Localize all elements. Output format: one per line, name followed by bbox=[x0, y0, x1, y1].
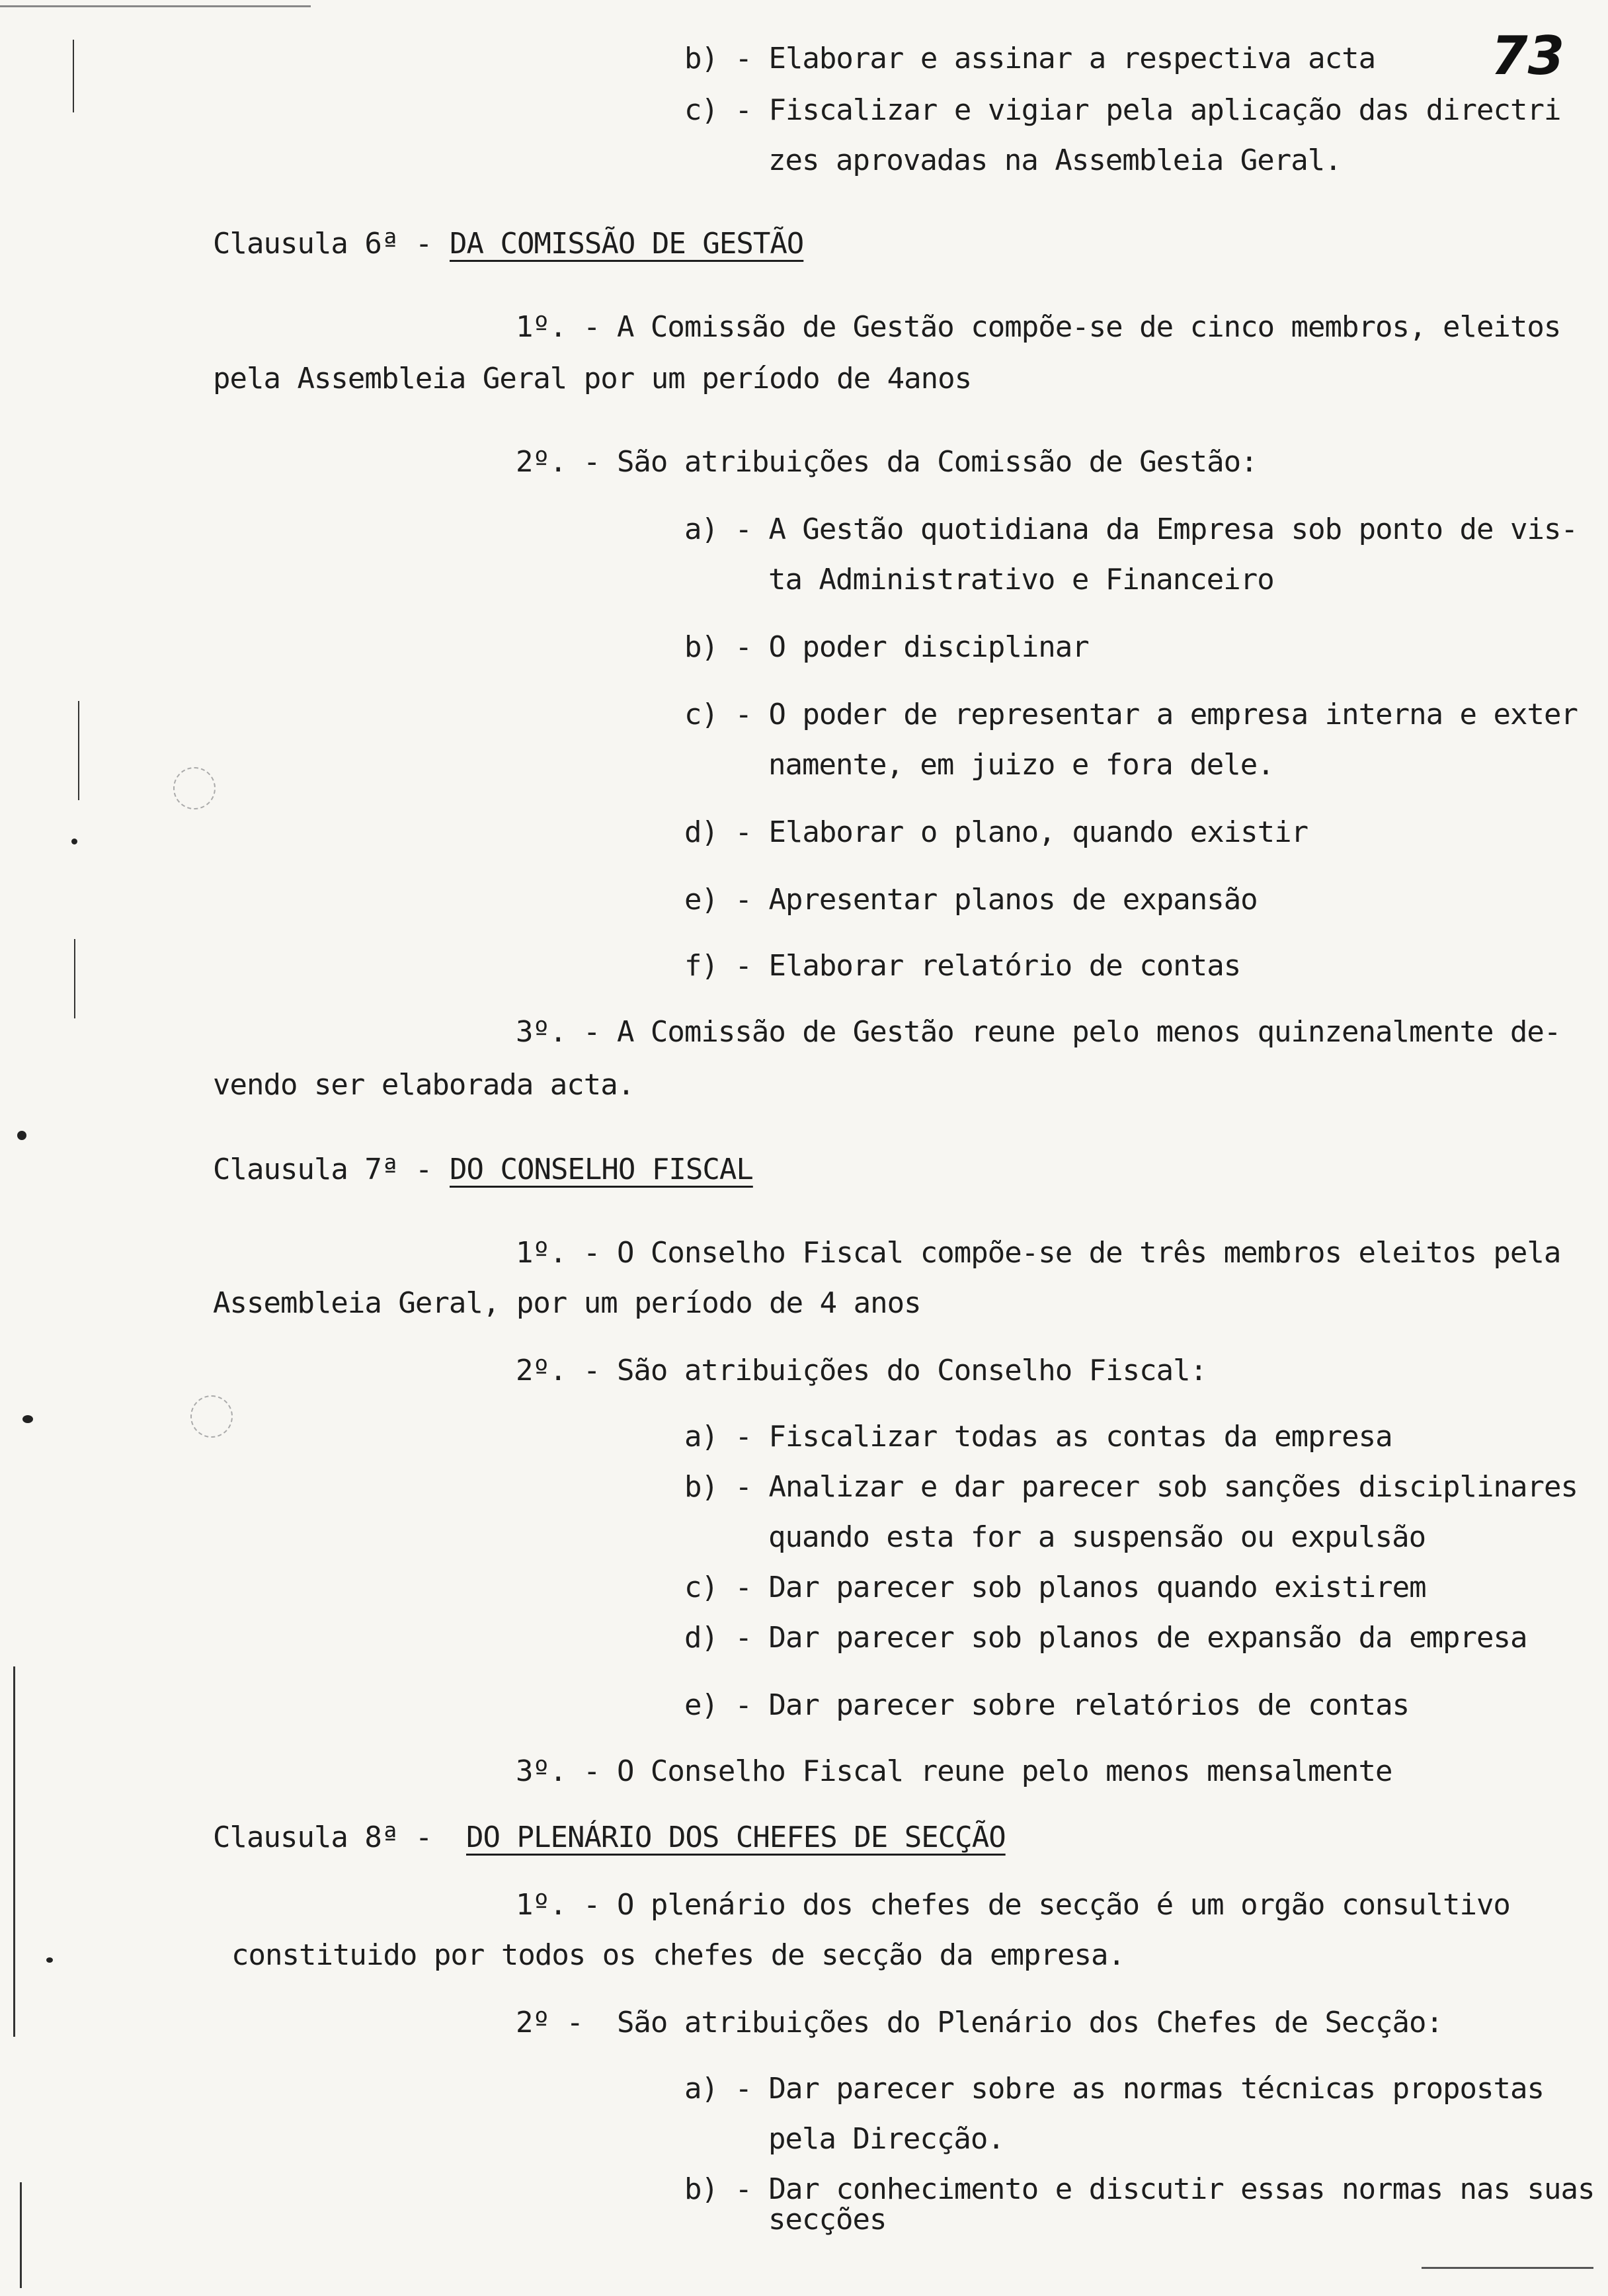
text-line: b) - Dar conhecimento e discutir essas normas nas suas bbox=[684, 2172, 1595, 2206]
text-line: d) - Dar parecer sob planos de expansão da empresa bbox=[684, 1621, 1527, 1655]
text-line: a) - Dar parecer sobre as normas técnicas propostas bbox=[684, 2072, 1545, 2106]
text-line: 2º - São atribuições do Plenário dos Chefes de Secção: bbox=[516, 2006, 1443, 2039]
scan-mark bbox=[73, 40, 74, 112]
scan-mark bbox=[17, 1131, 26, 1140]
text-line: c) - O poder de representar a empresa interna e exter bbox=[684, 698, 1578, 731]
text-line: f) - Elaborar relatório de contas bbox=[684, 949, 1241, 983]
text-line: namente, em juizo e fora dele. bbox=[768, 748, 1274, 782]
text-line: c) - Fiscalizar e vigiar pela aplicação das directri bbox=[684, 93, 1561, 127]
punch-hole bbox=[173, 767, 216, 809]
text-line: quando esta for a suspensão ou expulsão bbox=[768, 1520, 1426, 1554]
text-line: e) - Dar parecer sobre relatórios de contas bbox=[684, 1688, 1410, 1722]
text-line: b) - O poder disciplinar bbox=[684, 630, 1089, 664]
scan-mark bbox=[78, 701, 79, 800]
scan-mark bbox=[46, 1957, 53, 1963]
text-line: e) - Apresentar planos de expansão bbox=[684, 883, 1258, 917]
clause-label: Clausula 8ª - bbox=[213, 1821, 449, 1854]
text-line: b) - Elaborar e assinar a respectiva acta bbox=[684, 42, 1376, 75]
text-line: b) - Analizar e dar parecer sob sanções disciplinares bbox=[684, 1470, 1578, 1504]
scan-mark bbox=[13, 1666, 15, 2037]
clause-label: Clausula 6ª - bbox=[213, 227, 449, 261]
scan-mark bbox=[71, 839, 77, 844]
text-line: 3º. - O Conselho Fiscal reune pelo menos mensalmente bbox=[516, 1754, 1392, 1788]
text-line: 2º. - São atribuições da Comissão de Gestão: bbox=[516, 445, 1258, 479]
punch-hole bbox=[190, 1395, 233, 1438]
scan-mark bbox=[20, 2182, 22, 2288]
text-line: 1º. - A Comissão de Gestão compõe-se de cinco membros, eleitos bbox=[516, 310, 1561, 344]
text-line: zes aprovadas na Assembleia Geral. bbox=[768, 144, 1342, 177]
text-line: 1º. - O plenário dos chefes de secção é um orgão consultivo bbox=[516, 1888, 1510, 1922]
scan-mark bbox=[22, 1415, 33, 1423]
clause-heading: DO PLENÁRIO DOS CHEFES DE SECÇÃO bbox=[466, 1821, 1006, 1854]
text-line: 1º. - O Conselho Fiscal compõe-se de três membros eleitos pela bbox=[516, 1236, 1561, 1270]
text-line: d) - Elaborar o plano, quando existir bbox=[684, 815, 1308, 849]
text-line: pela Assembleia Geral por um período de 4anos bbox=[213, 362, 972, 395]
clause-heading: DO CONSELHO FISCAL bbox=[450, 1153, 753, 1186]
clause-heading: DA COMISSÃO DE GESTÃO bbox=[450, 227, 804, 261]
clause-label: Clausula 7ª - bbox=[213, 1153, 449, 1186]
text-line: pela Direcção. bbox=[768, 2122, 1004, 2156]
text-line: a) - Fiscalizar todas as contas da empresa bbox=[684, 1420, 1392, 1454]
page-number: 73 bbox=[1491, 25, 1565, 87]
text-line: ta Administrativo e Financeiro bbox=[768, 563, 1274, 596]
text-line: 3º. - A Comissão de Gestão reune pelo menos quinzenalmente de- bbox=[516, 1015, 1561, 1049]
text-line: secções bbox=[768, 2203, 887, 2236]
text-line: 2º. - São atribuições do Conselho Fiscal: bbox=[516, 1354, 1207, 1387]
top-edge-line bbox=[0, 5, 311, 7]
text-line: vendo ser elaborada acta. bbox=[213, 1068, 635, 1102]
text-line: constituido por todos os chefes de secção da empresa. bbox=[231, 1938, 1125, 1972]
bottom-edge-line bbox=[1422, 2267, 1593, 2269]
scan-mark bbox=[74, 939, 75, 1018]
text-line: a) - A Gestão quotidiana da Empresa sob ponto de vis- bbox=[684, 512, 1578, 546]
text-line: c) - Dar parecer sob planos quando existirem bbox=[684, 1571, 1426, 1604]
text-line: Assembleia Geral, por um período de 4 anos bbox=[213, 1286, 921, 1320]
